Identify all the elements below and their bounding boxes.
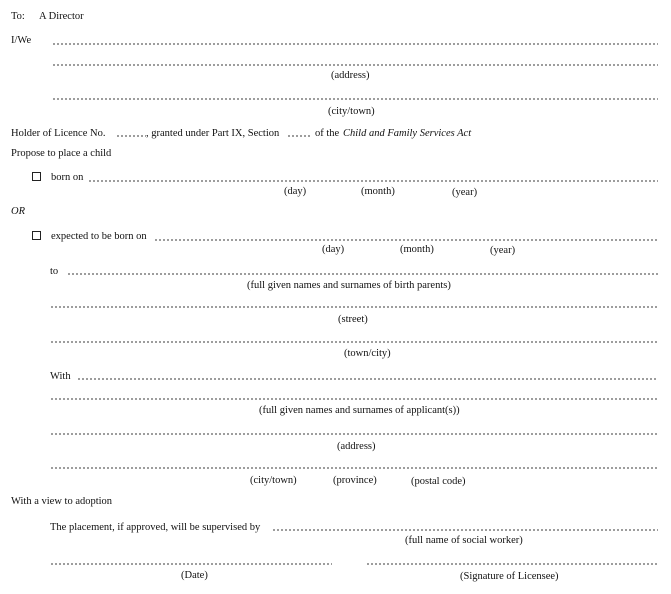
- born-year-caption: (year): [452, 187, 478, 198]
- applicant-label: I/We: [11, 35, 32, 46]
- social-worker-caption: (full name of social worker): [405, 535, 523, 546]
- adoption-text: With a view to adoption: [11, 496, 113, 507]
- to-label: To:: [11, 11, 25, 22]
- parents-names-caption: (full given names and surnames of birth parents): [247, 280, 451, 291]
- born-label: born on: [51, 172, 84, 183]
- expected-label: expected to be born on: [51, 231, 147, 242]
- born-checkbox[interactable]: [32, 172, 41, 181]
- expected-month-caption: (month): [400, 244, 434, 255]
- parents-names-line[interactable]: [67, 273, 658, 275]
- placement-text: The placement, if approved, will be supervised by: [50, 522, 261, 533]
- date-caption: (Date): [181, 570, 208, 581]
- applicant-city-line[interactable]: [52, 98, 658, 100]
- propose-text: Propose to place a child: [11, 148, 112, 159]
- born-month-caption: (month): [361, 186, 395, 197]
- parents-town-line[interactable]: [50, 341, 658, 343]
- licence-mid-text: , granted under Part IX, Section: [146, 128, 280, 139]
- signature-caption: (Signature of Licensee): [460, 571, 559, 582]
- licence-prefix: Holder of Licence No.: [11, 128, 106, 139]
- applicant-address-line[interactable]: [52, 64, 658, 66]
- to-parents-label: to: [50, 266, 59, 277]
- social-worker-line[interactable]: [272, 529, 658, 531]
- applicant-name-line[interactable]: [52, 43, 658, 45]
- applicant-names-line-2[interactable]: [50, 398, 658, 400]
- licence-section-field[interactable]: [287, 135, 311, 137]
- licence-number-field[interactable]: [116, 135, 146, 137]
- applicant-postal-caption: (postal code): [411, 476, 466, 487]
- born-day-caption: (day): [284, 186, 307, 197]
- expected-year-caption: (year): [490, 245, 516, 256]
- licence-of-text: of the: [315, 128, 340, 139]
- expected-checkbox[interactable]: [32, 231, 41, 240]
- or-label: OR: [11, 206, 25, 217]
- applicant-address-field[interactable]: [50, 433, 658, 435]
- applicant-city-caption-2: (city/town): [250, 475, 297, 486]
- applicant-names-line[interactable]: [77, 378, 658, 380]
- applicant-names-caption: (full given names and surnames of applicant(s)): [259, 405, 460, 416]
- applicant-province-caption: (province): [333, 475, 377, 486]
- parents-street-caption: (street): [338, 314, 368, 325]
- date-line[interactable]: [50, 563, 332, 565]
- parents-town-caption: (town/city): [344, 348, 391, 359]
- applicant-location-line[interactable]: [50, 467, 658, 469]
- applicant-city-caption: (city/town): [328, 106, 375, 117]
- act-name: Child and Family Services Act: [343, 128, 472, 139]
- expected-day-caption: (day): [322, 244, 345, 255]
- expected-date-line[interactable]: [154, 239, 658, 241]
- applicant-address-caption-2: (address): [337, 441, 376, 452]
- born-date-line[interactable]: [88, 180, 658, 182]
- with-label: With: [50, 371, 71, 382]
- applicant-address-caption: (address): [331, 70, 370, 81]
- recipient-name: A Director: [39, 11, 84, 22]
- parents-street-line[interactable]: [50, 306, 658, 308]
- signature-line[interactable]: [366, 563, 658, 565]
